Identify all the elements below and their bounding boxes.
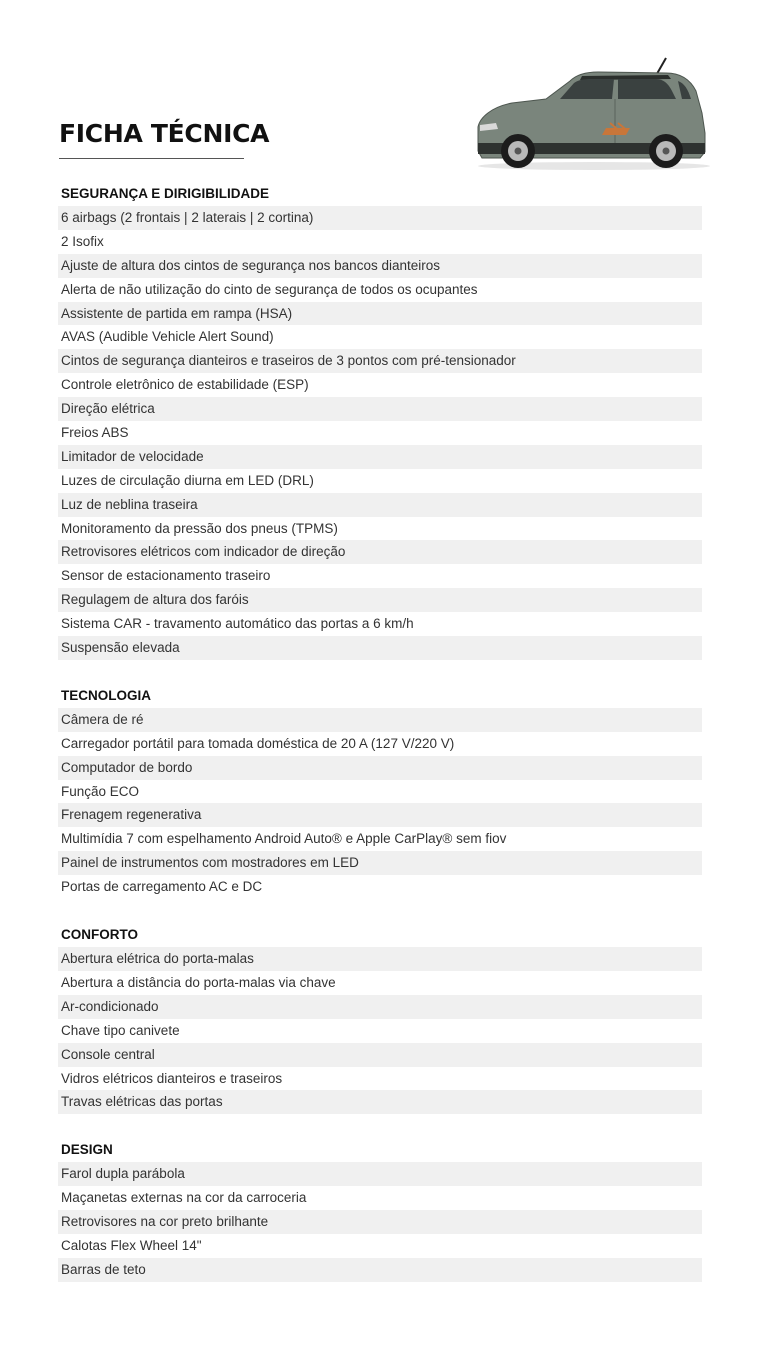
spec-item: Câmera de ré	[58, 708, 702, 732]
spec-item: Abertura elétrica do porta-malas	[58, 947, 702, 971]
spec-item: Abertura a distância do porta-malas via chave	[61, 974, 336, 990]
spec-item: Carregador portátil para tomada doméstica de 20 A (127 V/220 V)	[61, 735, 455, 751]
spec-item: Assistente de partida em rampa (HSA)	[58, 302, 702, 326]
spec-item: Regulagem de altura dos faróis	[58, 588, 702, 612]
spec-item: Freios ABS	[61, 425, 129, 441]
spec-item: Cintos de segurança dianteiros e traseiros de 3 pontos com pré-tensionador	[58, 349, 702, 373]
spec-item: Retrovisores elétricos com indicador de direção	[58, 540, 702, 564]
spec-list	[58, 947, 702, 1114]
spec-item: 2 Isofix	[61, 233, 104, 249]
spec-item: Direção elétrica	[58, 397, 702, 421]
section-tecnologia	[58, 684, 702, 899]
car-image	[470, 55, 715, 175]
spec-item: Ar-condicionado	[58, 995, 702, 1019]
spec-item: Calotas Flex Wheel 14"	[61, 1237, 202, 1253]
section-design	[58, 1138, 702, 1281]
car-hub-center	[515, 148, 522, 155]
section-seguranca	[58, 182, 702, 660]
spec-list	[58, 1162, 702, 1281]
title-divider	[59, 158, 244, 159]
spec-list	[58, 206, 702, 660]
spec-item: Console central	[58, 1043, 702, 1067]
spec-item: Computador de bordo	[58, 756, 702, 780]
spec-item: Sistema CAR - travamento automático das portas a 6 km/h	[61, 616, 414, 632]
spec-item: Suspensão elevada	[58, 636, 702, 660]
spec-item: Portas de carregamento AC e DC	[61, 879, 263, 895]
spec-item: Multimídia 7 com espelhamento Android Auto® e Apple CarPlay® sem fiov	[61, 831, 507, 847]
car-hub-center	[663, 148, 670, 155]
section-title: SEGURANÇA E DIRIGIBILIDADE	[61, 186, 270, 201]
spec-item: Farol dupla parábola	[58, 1162, 702, 1186]
section-title: TECNOLOGIA	[61, 687, 151, 703]
spec-item: Barras de teto	[58, 1258, 702, 1282]
spec-item: Chave tipo canivete	[61, 1022, 180, 1038]
spec-item: Ajuste de altura dos cintos de segurança nos bancos dianteiros	[58, 254, 702, 278]
spec-item: Função ECO	[61, 783, 140, 799]
spec-item: Alerta de não utilização do cinto de segurança de todos os ocupantes	[61, 281, 478, 297]
spec-item: Luz de neblina traseira	[58, 493, 702, 517]
spec-item: Controle eletrônico de estabilidade (ESP)	[61, 377, 309, 393]
section-title: CONFORTO	[61, 927, 138, 943]
spec-item: Limitador de velocidade	[58, 445, 702, 469]
spec-item: 6 airbags (2 frontais | 2 laterais | 2 cortina)	[58, 206, 702, 230]
spec-list	[58, 708, 702, 899]
spec-item: Travas elétricas das portas	[58, 1090, 702, 1114]
spec-item: Painel de instrumentos com mostradores em LED	[58, 851, 702, 875]
spec-item: Monitoramento da pressão dos pneus (TPMS)	[61, 520, 338, 536]
spec-sections	[58, 182, 702, 1306]
spec-item: Frenagem regenerativa	[58, 803, 702, 827]
section-conforto	[58, 923, 702, 1114]
page-title: FICHA TÉCNICA	[59, 119, 270, 148]
spec-item: Maçanetas externas na cor da carroceria	[61, 1190, 307, 1206]
section-title: DESIGN	[61, 1142, 113, 1158]
spec-item: AVAS (Audible Vehicle Alert Sound)	[61, 329, 274, 345]
spec-item: Vidros elétricos dianteiros e traseiros	[61, 1070, 283, 1086]
spec-item: Sensor de estacionamento traseiro	[61, 568, 271, 584]
spec-item: Retrovisores na cor preto brilhante	[58, 1210, 702, 1234]
spec-item: Luzes de circulação diurna em LED (DRL)	[61, 472, 314, 488]
